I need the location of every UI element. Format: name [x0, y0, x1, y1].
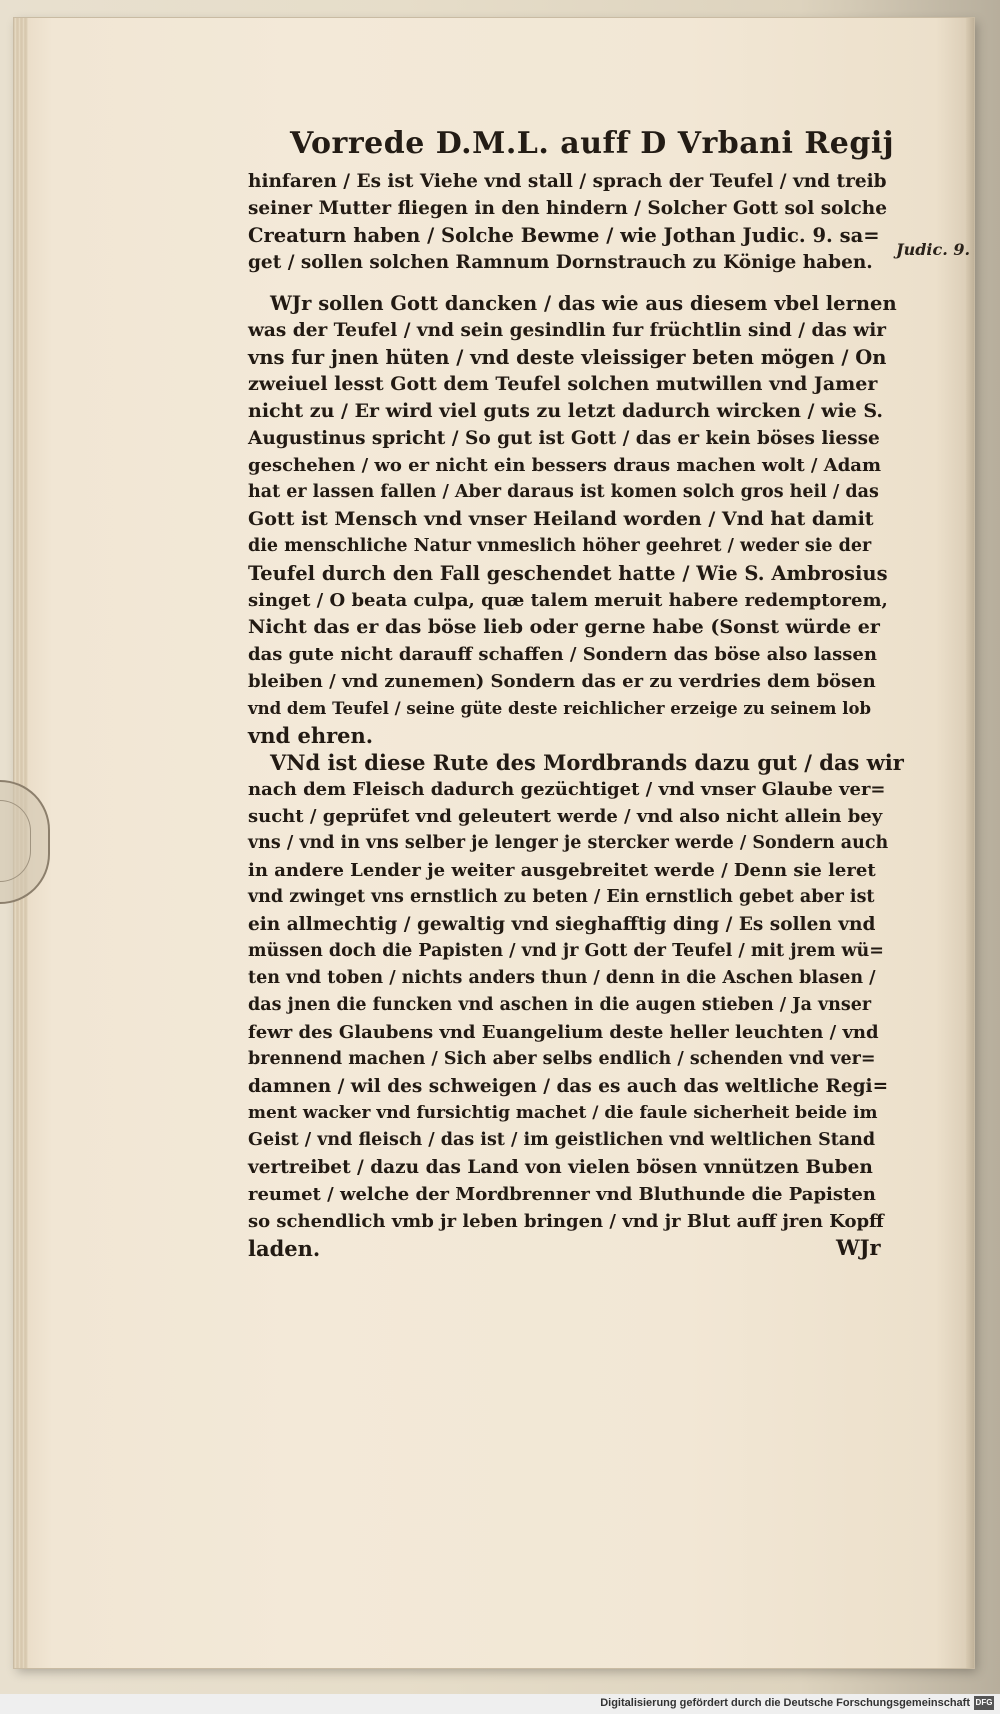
text-line: vertreibet / dazu das Land von vielen bösen vnnützen Buben [248, 1157, 873, 1178]
text-line: zweiuel lesst Gott dem Teufel solchen mutwillen vnd Jamer [248, 373, 878, 395]
text-line: Creaturn haben / Solche Bewme / wie Jothan Judic. 9. sa= [248, 224, 880, 247]
text-line: Augustinus spricht / So gut ist Gott / das er kein böses liesse [248, 428, 880, 449]
text-line: get / sollen solchen Ramnum Dornstrauch zu Könige haben. [248, 252, 873, 273]
text-line: vnd dem Teufel / seine güte deste reichlicher erzeige zu seinem lob [248, 699, 872, 718]
text-line: ten vnd toben / nichts anders thun / denn in die Aschen blasen / [248, 968, 876, 988]
text-line: vnd ehren. [248, 723, 374, 748]
text-line: hat er lassen fallen / Aber daraus ist komen solch gros heil / das [248, 482, 879, 502]
text-line: in andere Lender je weiter ausgebreitet werde / Denn sie leret [248, 860, 876, 881]
text-line: so schendlich vmb jr leben bringen / vnd jr Blut auff jren Kopff [248, 1211, 884, 1232]
text-line: singet / O beata culpa, quæ talem meruit habere redemptorem, [248, 590, 888, 611]
page-right-edge [966, 18, 974, 1668]
text-line: reumet / welche der Mordbrenner vnd Bluthunde die Papisten [248, 1184, 876, 1205]
text-line: ment wacker vnd fursichtig machet / die faule sicherheit beide im [248, 1103, 878, 1123]
text-line: nicht zu / Er wird viel guts zu letzt dadurch wircken / wie S. [248, 400, 884, 422]
text-line: fewr des Glaubens vnd Euangelium deste heller leuchten / vnd [248, 1022, 879, 1043]
running-head: Vorrede D.M.L. auff D Vrbani Regij [290, 126, 895, 161]
text-line: müssen doch die Papisten / vnd jr Gott der Teufel / mit jrem wü= [248, 941, 884, 961]
text-line: nach dem Fleisch dadurch gezüchtiget / vnd vnser Glaube ver= [248, 779, 886, 800]
text-line: bleiben / vnd zunemen) Sondern das er zu verdries dem bösen [248, 671, 876, 692]
text-line: ein allmechtig / gewaltig vnd sieghafftig ding / Es sollen vnd [248, 914, 876, 935]
text-line: das jnen die funcken vnd aschen in die augen stieben / Ja vnser [248, 995, 872, 1015]
text-line: Geist / vnd fleisch / das ist / im geistlichen vnd weltlichen Stand [248, 1130, 876, 1150]
footer-credit: Digitalisierung gefördert durch die Deutsche Forschungsgemeinschaft [600, 1697, 970, 1709]
text-line: damnen / wil des schweigen / das es auch das weltliche Regi= [248, 1076, 889, 1097]
text-line: was der Teufel / vnd sein gesindlin fur früchtlin sind / das wir [248, 320, 886, 341]
text-line: seiner Mutter fliegen in den hindern / Solcher Gott sol solche [248, 198, 887, 219]
text-line: VNd ist diese Rute des Mordbrands dazu gut / das wir [270, 750, 904, 775]
text-line: Teufel durch den Fall geschendet hatte / Wie S. Ambrosius [248, 562, 888, 585]
text-line: vnd zwinget vns ernstlich zu beten / Ein ernstlich gebet aber ist [248, 887, 875, 907]
text-line: das gute nicht darauff schaffen / Sondern das böse also lassen [248, 644, 877, 665]
text-line: Gott ist Mensch vnd vnser Heiland worden / Vnd hat damit [248, 508, 874, 530]
text-line: die menschliche Natur vnmeslich höher geehret / weder sie der [248, 536, 872, 556]
margin-note: Judic. 9. [896, 240, 971, 259]
text-line: laden. [248, 1236, 321, 1261]
text-line: Nicht das er das böse lieb oder gerne habe (Sonst würde er [248, 616, 880, 638]
text-line: vns / vnd in vns selber je lenger je stercker werde / Sondern auch [248, 833, 889, 853]
text-line: geschehen / wo er nicht ein bessers draus machen wolt / Adam [248, 455, 882, 476]
text-line: brennend machen / Sich aber selbs endlich / schenden vnd ver= [248, 1049, 876, 1069]
text-line: vns fur jnen hüten / vnd deste vleissiger beten mögen / On [248, 346, 887, 369]
catchword: WJr [836, 1235, 881, 1260]
text-line: hinfaren / Es ist Viehe vnd stall / sprach der Teufel / vnd treib [248, 171, 887, 192]
text-line: WJr sollen Gott dancken / das wie aus diesem vbel lernen [270, 292, 897, 315]
dfg-logo-icon: DFG [974, 1696, 994, 1710]
text-line: sucht / geprüfet vnd geleutert werde / vnd also nicht allein bey [248, 806, 883, 827]
